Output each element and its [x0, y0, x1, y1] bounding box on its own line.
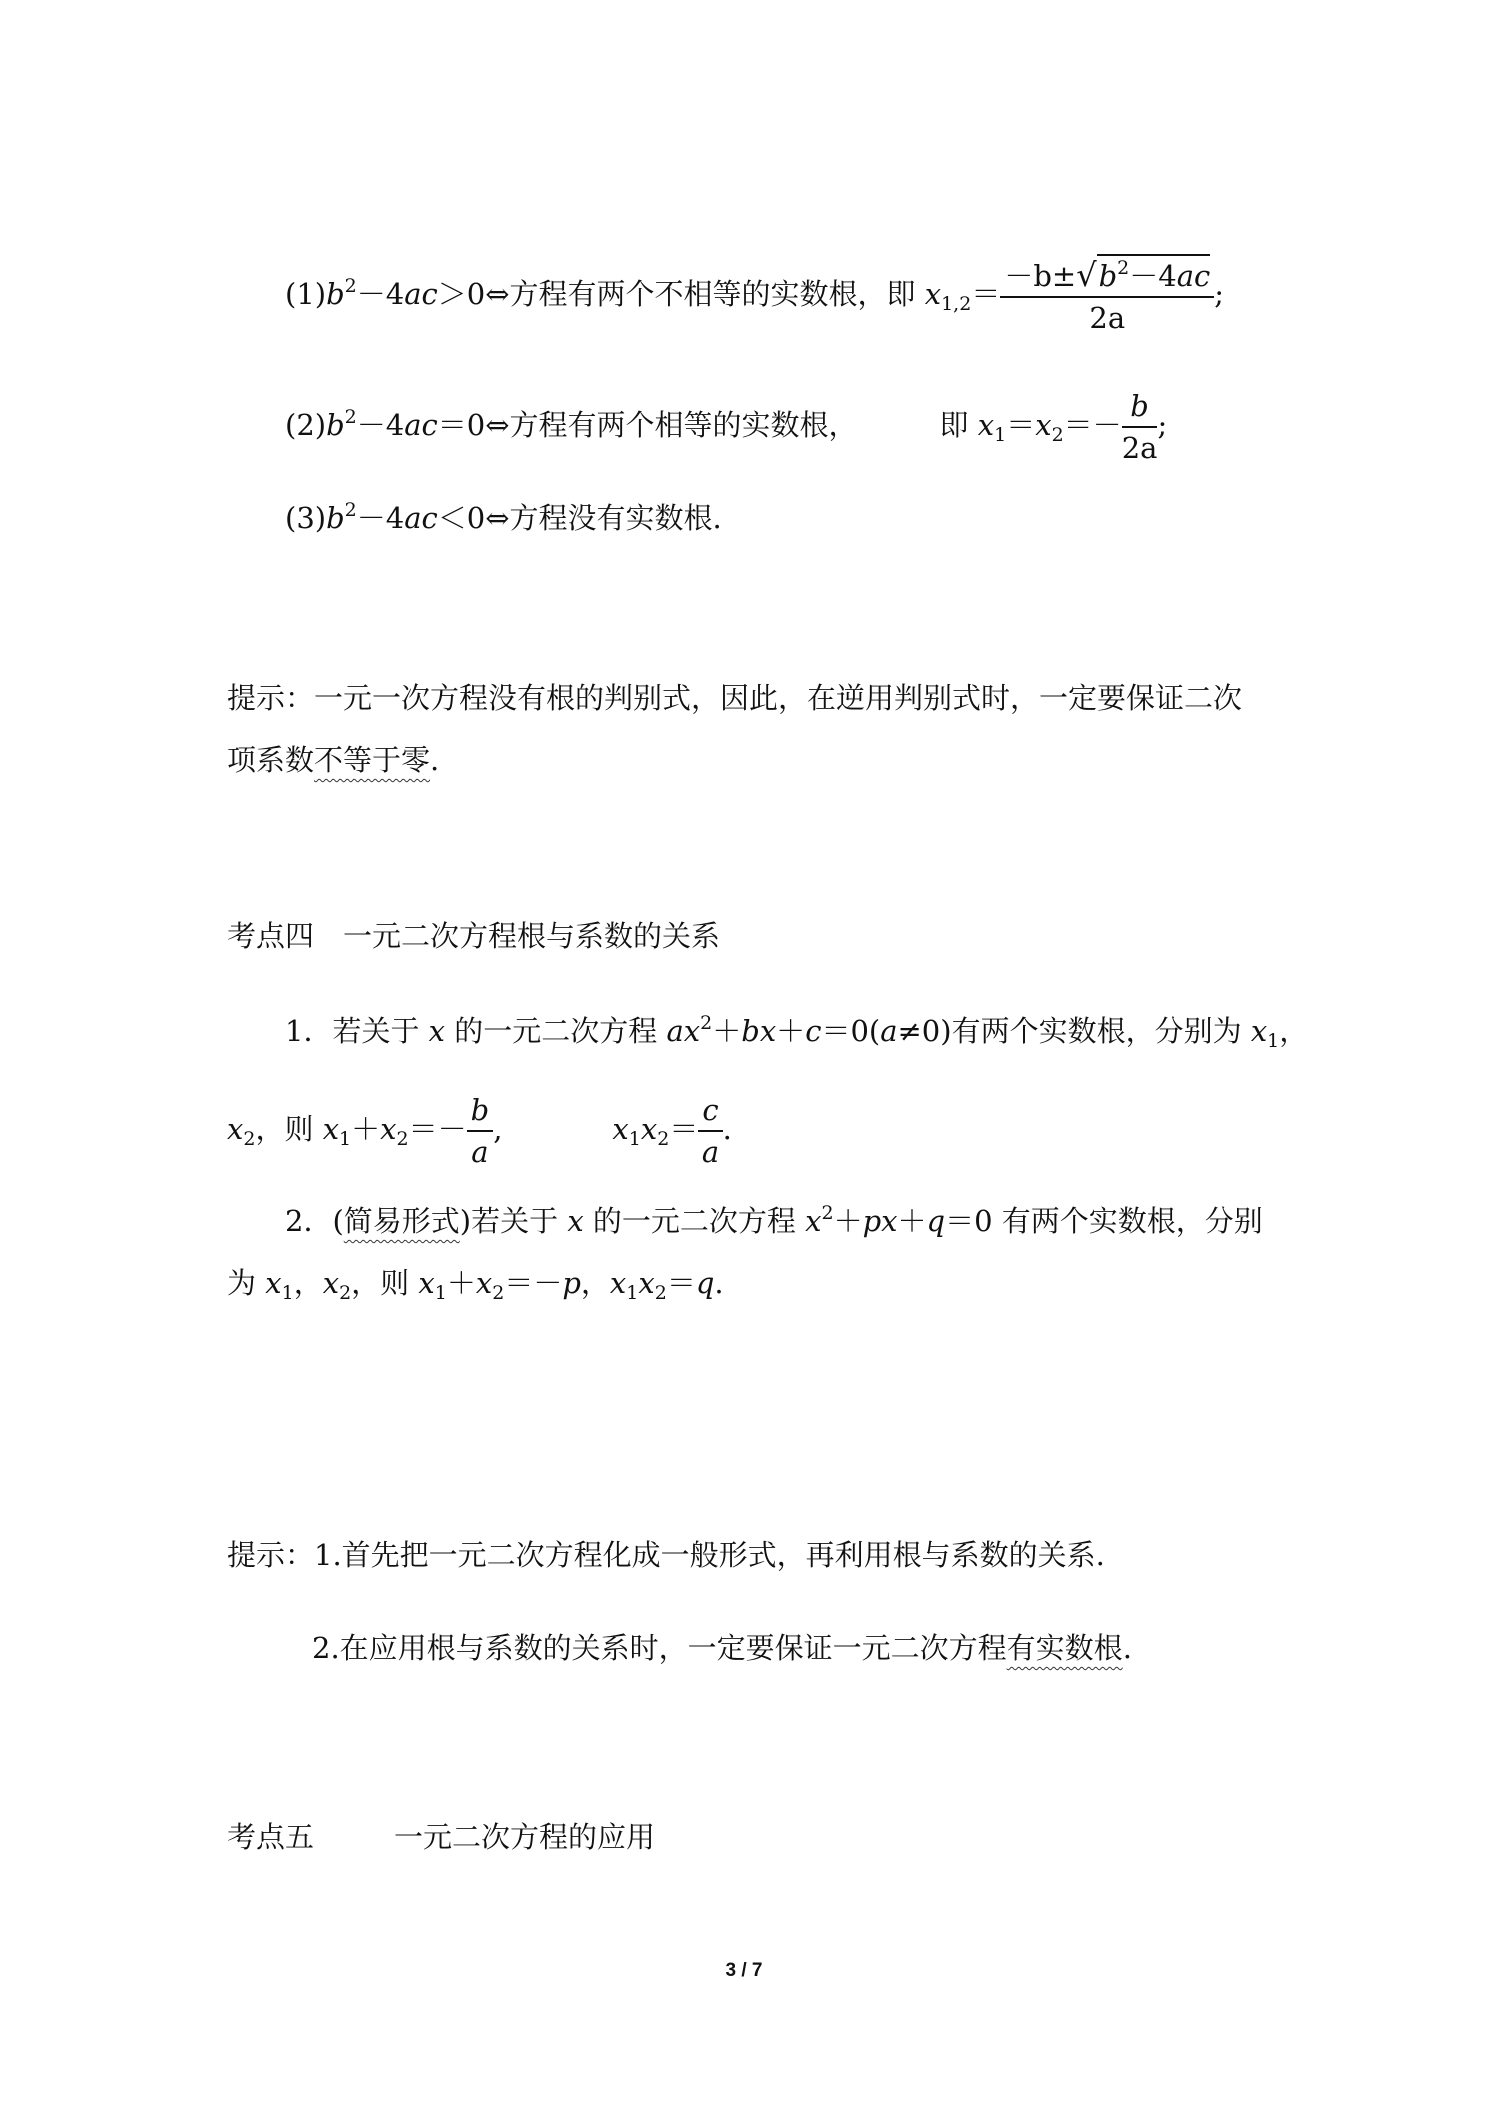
double-root-fraction: $\frac{b}{2a}$	[1122, 386, 1158, 468]
page-number: 3 / 7	[725, 1960, 763, 1981]
discriminant-case-3: $(3)b^2-4ac<0\Leftrightarrow$方程没有实数根.	[285, 499, 722, 535]
case-1-text: 方程有两个不相等的实数根，即	[509, 277, 916, 311]
hint-1-line-2: 项系数不等于零.	[227, 743, 440, 777]
hint-1-line-1: 提示：一元一次方程没有根的判别式，因此，在逆用判别式时，一定要保证二次	[227, 681, 1243, 715]
discriminant-case-1: $(1)b^2-4ac>0\Leftrightarrow$方程有两个不相等的实数根，即 $x_{1,2}=$ $\frac{-b\pm√b^2-4ac}{2a}$ ;	[285, 254, 1224, 338]
kaodian-4-item-1-line-2: $x_2$，则 $x_1+x_2=-$ $\frac{b}{a}$ , $x_1x_2=$ $\frac{c}{a}$ .	[227, 1090, 732, 1172]
hint-2-line-1: 提示：1.首先把一元二次方程化成一般形式，再利用根与系数的关系.	[227, 1538, 1105, 1572]
quadratic-formula: $\frac{-b\pm√b^2-4ac}{2a}$	[1000, 254, 1214, 338]
section-title-kaodian-4: 考点四 一元二次方程根与系数的关系	[227, 919, 721, 953]
kaodian-4-item-2-line-1: 2．(简易形式)若关于 x 的一元二次方程 $x^2+px+q=0$ 有两个实数根，分别	[285, 1202, 1263, 1238]
sum-of-roots-fraction: $\frac{b}{a}$	[467, 1090, 494, 1172]
hint-2-line-2: 2.在应用根与系数的关系时，一定要保证一元二次方程有实数根.	[312, 1631, 1132, 1665]
kaodian-4-item-2-line-2: 为 $x_1$，$x_2$，则 $x_1+x_2=-p$，$x_1x_2=q$.	[227, 1266, 724, 1304]
product-of-roots-fraction: $\frac{c}{a}$	[698, 1090, 722, 1172]
section-label-kaodian-5: 考点五	[227, 1820, 315, 1854]
emphasis-real-roots: 有实数根	[1006, 1631, 1123, 1665]
emphasis-nonzero: 不等于零	[314, 743, 431, 777]
discriminant-case-2: $(2)b^2-4ac=0\Leftrightarrow$方程有两个相等的实数根， 即 $x_1=x_2=-$ $\frac{b}{2a}$ ;	[285, 386, 1167, 468]
emphasis-simple-form: 简易形式	[343, 1204, 460, 1238]
section-title-kaodian-5: 一元二次方程的应用	[394, 1820, 656, 1854]
case-3-text: 方程没有实数根.	[509, 501, 722, 535]
kaodian-4-item-1-line-1: 1．若关于 x 的一元二次方程 $ax^2+bx+c=0(a\ne 0)$有两个实数根，分别为 $x_1$，	[285, 1012, 1309, 1052]
case-2-text: 方程有两个相等的实数根，	[509, 408, 858, 442]
